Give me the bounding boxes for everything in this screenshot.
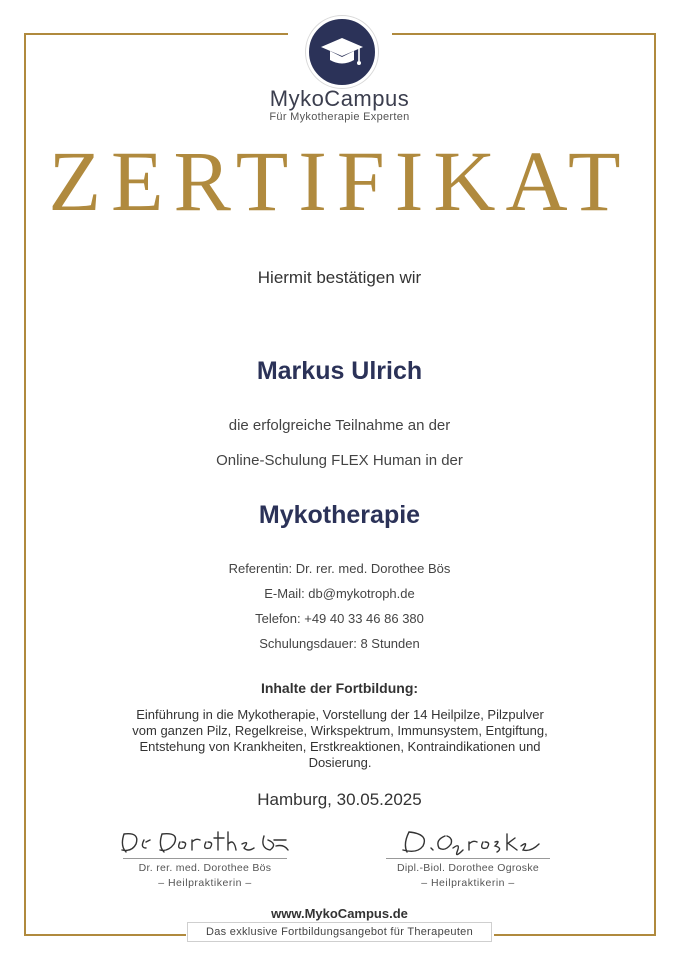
signer-right-role: – Heilpraktikerin – (421, 877, 515, 889)
signature-line-left (123, 858, 287, 859)
recipient-name: Markus Ulrich (256, 357, 423, 385)
intro-text: Hiermit bestätigen wir (257, 268, 422, 287)
participation-line-2: Online-Schulung FLEX Human in der (216, 452, 463, 469)
duration-line: Schulungsdauer: 8 Stunden (259, 636, 420, 651)
signature-left-image (110, 826, 300, 858)
email-line: E-Mail: db@mykotroph.de (264, 586, 415, 601)
brand-tagline: Für Mykotherapie Experten (269, 111, 410, 123)
footer-slogan: Das exklusive Fortbildungsangebot für Therapeuten (187, 922, 492, 942)
contents-text: Einführung in die Mykotherapie, Vorstellung der 14 Heilpilze, Pilzpulver vom ganzen Pilz, Regelkreise, Wirkspektrum, Immunsystem, Entgiftung, Entstehung von Krankheiten, Erstkreaktionen, Kontraindikationen und Dosierung. (132, 707, 548, 770)
signer-right-name: Dipl.-Biol. Dorothee Ogroske (396, 862, 540, 874)
place-date: Hamburg, 30.05.2025 (257, 790, 422, 809)
course-subject: Mykotherapie (258, 501, 421, 529)
graduation-cap-icon (306, 16, 378, 88)
brand-name: MykoCampus (269, 86, 410, 111)
signature-line-right (386, 858, 550, 859)
signer-left-name: Dr. rer. med. Dorothee Bös (138, 862, 272, 874)
signature-block-left (105, 826, 305, 889)
signature-block-right (368, 826, 568, 889)
participation-line-1: die erfolgreiche Teilnahme an der (228, 417, 451, 434)
speaker-line: Referentin: Dr. rer. med. Dorothee Bös (228, 561, 451, 576)
signer-left-role: – Heilpraktikerin – (158, 877, 252, 889)
certificate-title: ZERTIFIKAT (48, 133, 631, 229)
website-link[interactable]: www.MykoCampus.de (271, 906, 408, 921)
phone-line: Telefon: +49 40 33 46 86 380 (255, 611, 424, 626)
signature-right-image (373, 826, 563, 858)
contents-heading: Inhalte der Fortbildung: (260, 680, 419, 696)
